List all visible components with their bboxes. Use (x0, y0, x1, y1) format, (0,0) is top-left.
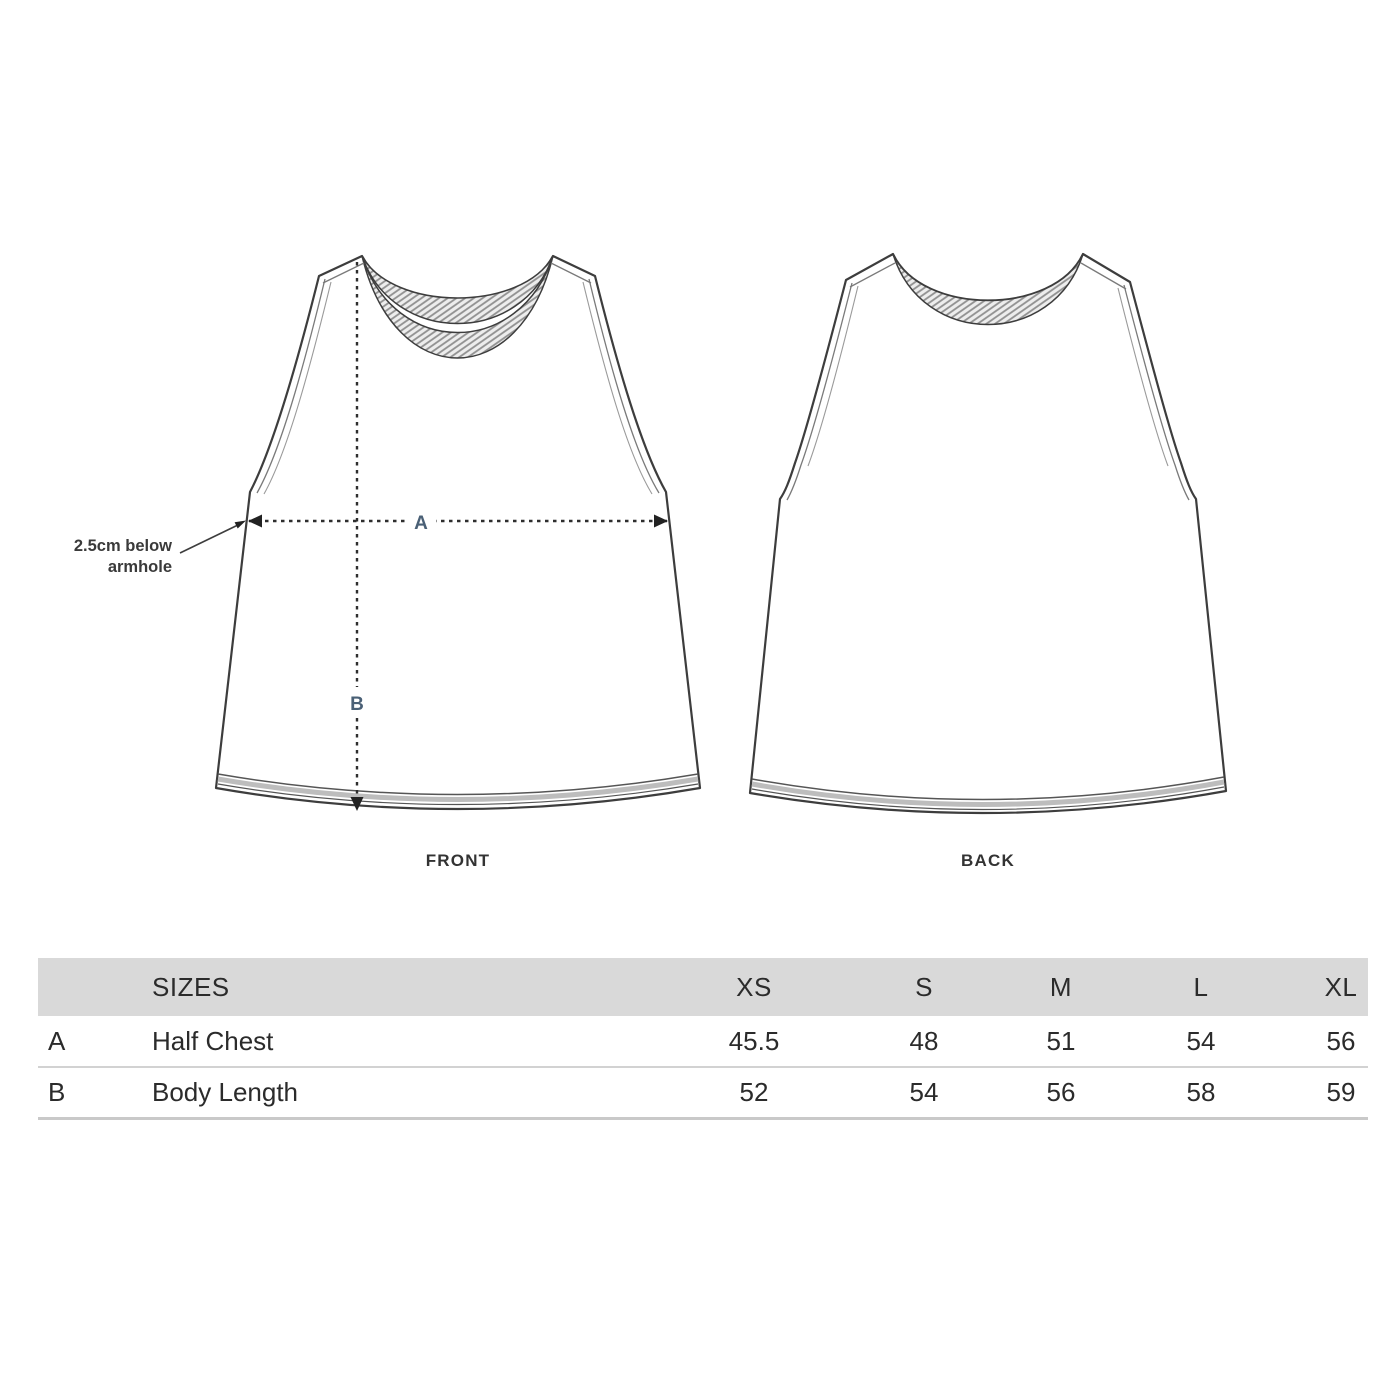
row-letter: B (48, 1077, 66, 1107)
front-view-sketch (216, 256, 700, 809)
annotation-line1: 2.5cm below (73, 537, 172, 555)
dim-a-label: A (414, 513, 428, 534)
back-body-outline (750, 254, 1226, 813)
value-cell: 51 (1046, 1026, 1076, 1056)
row-letter: A (48, 1026, 66, 1056)
value-cell: 54 (909, 1077, 939, 1107)
size-table-header-row (38, 958, 1368, 1016)
annotation-leader-arrow (235, 521, 246, 529)
value-cell: 59 (1326, 1077, 1356, 1107)
annotation-leader-line (180, 524, 240, 553)
front-view-label: FRONT (425, 851, 491, 870)
size-column-xs: XS (736, 972, 772, 1002)
value-cell: 45.5 (728, 1026, 780, 1056)
back-view-sketch (750, 254, 1226, 813)
value-cell: 56 (1046, 1077, 1076, 1107)
size-column-m: M (1049, 972, 1073, 1002)
value-cell: 58 (1186, 1077, 1216, 1107)
armhole-annotation (74, 521, 246, 577)
back-view-label: BACK (961, 851, 1015, 870)
value-cell: 48 (909, 1026, 939, 1056)
measurement-name: Body Length (152, 1077, 299, 1107)
annotation-line2: armhole (107, 558, 172, 576)
value-cell: 54 (1186, 1026, 1216, 1056)
table-row-body-length (38, 1068, 1368, 1120)
value-cell: 56 (1326, 1026, 1356, 1056)
size-column-s: S (915, 972, 933, 1002)
measurement-name: Half Chest (152, 1026, 274, 1056)
size-table (38, 958, 1368, 1120)
value-cell: 52 (739, 1077, 769, 1107)
sizes-header-label: SIZES (152, 972, 230, 1002)
dim-b-label: B (350, 694, 364, 715)
size-column-xl: XL (1324, 972, 1358, 1002)
table-row-half-chest (38, 1016, 1368, 1068)
size-column-l: L (1193, 972, 1209, 1002)
